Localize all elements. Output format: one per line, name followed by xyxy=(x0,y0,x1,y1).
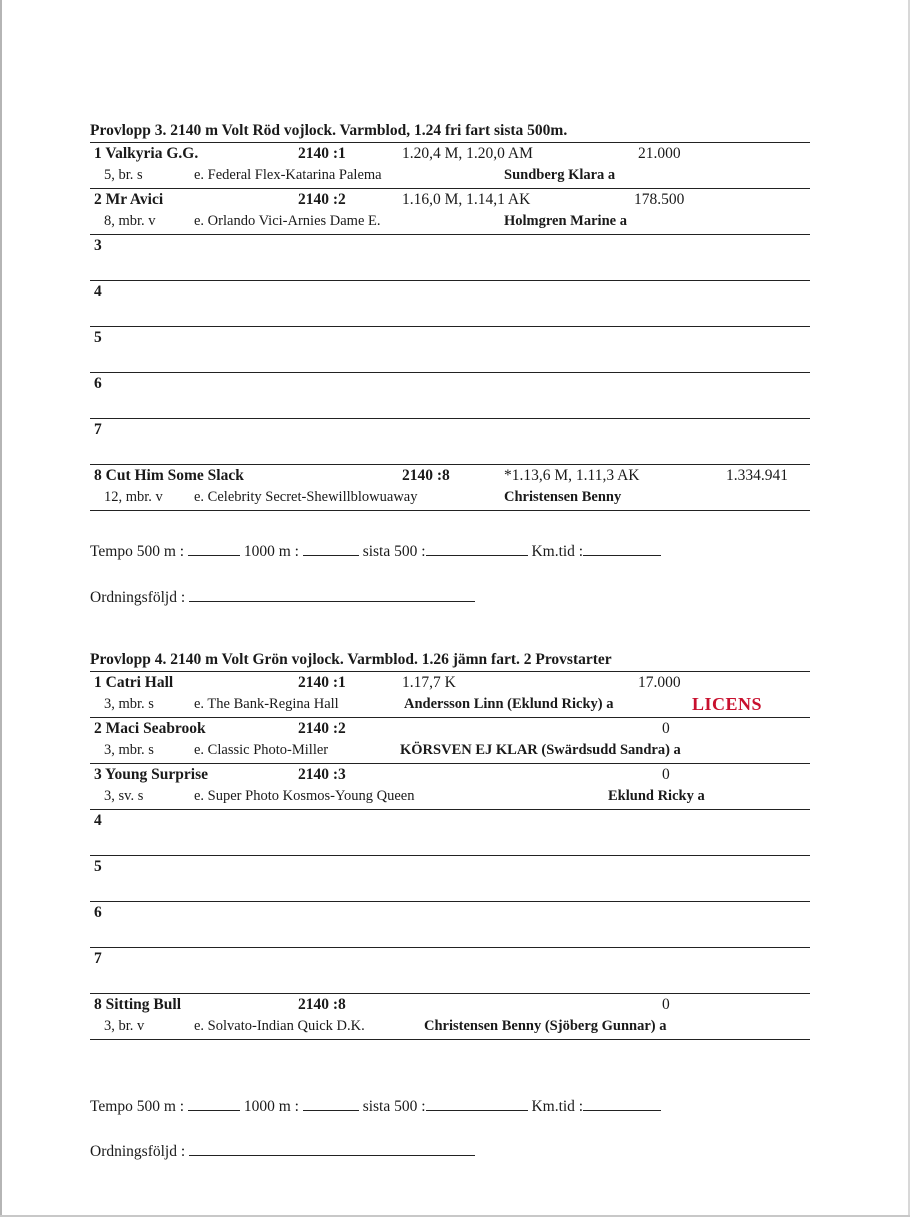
slot-number: 6 xyxy=(94,375,102,392)
tempo-500-label: Tempo 500 m : xyxy=(90,1098,185,1115)
record-times: 1.16,0 M, 1.14,1 AK xyxy=(402,191,531,208)
start-distance: 2140 :8 xyxy=(402,467,450,484)
empty-slot xyxy=(90,235,810,281)
horse-info: 3, br. v xyxy=(104,1018,145,1034)
licens-badge: LICENS xyxy=(692,694,763,714)
prize-money: 21.000 xyxy=(638,145,681,162)
entry-row xyxy=(90,718,810,764)
entry-row xyxy=(90,189,810,235)
horse-info: 3, sv. s xyxy=(104,788,144,804)
horse-name: 8 Sitting Bull xyxy=(94,996,181,1013)
entry-row xyxy=(90,465,810,511)
race-title: Provlopp 3. 2140 m Volt Röd vojlock. Varmblod, 1.24 fri fart sista 500m. xyxy=(90,120,810,143)
tempo-500-field[interactable] xyxy=(188,541,240,556)
sista-500-field[interactable] xyxy=(426,1096,528,1111)
empty-slot xyxy=(90,327,810,373)
empty-slot xyxy=(90,856,810,902)
sista-500-label: sista 500 : xyxy=(362,543,426,560)
driver: Holmgren Marine a xyxy=(504,213,627,229)
start-distance: 2140 :1 xyxy=(298,674,346,691)
order-line xyxy=(90,587,475,607)
slot-number: 7 xyxy=(94,421,102,438)
race-provlopp-4 xyxy=(90,649,810,1040)
km-tid-label: Km.tid : xyxy=(531,1098,584,1115)
order-field[interactable] xyxy=(189,1141,475,1156)
prize-money: 1.334.941 xyxy=(726,467,788,484)
driver: KÖRSVEN EJ KLAR (Swärdsudd Sandra) a xyxy=(400,742,681,758)
horse-info: 5, br. s xyxy=(104,167,143,183)
start-distance: 2140 :2 xyxy=(298,191,346,208)
tempo-1000-label: 1000 m : xyxy=(243,1098,299,1115)
slot-number: 6 xyxy=(94,904,102,921)
entry-row xyxy=(90,143,810,189)
horse-name: 1 Valkyria G.G. xyxy=(94,145,199,162)
pedigree: e. The Bank-Regina Hall xyxy=(194,696,339,712)
record-times: *1.13,6 M, 1.11,3 AK xyxy=(504,467,640,484)
pedigree: e. Super Photo Kosmos-Young Queen xyxy=(194,788,415,804)
order-field[interactable] xyxy=(189,587,475,602)
slot-number: 4 xyxy=(94,812,102,829)
order-label: Ordningsföljd : xyxy=(90,1143,186,1160)
slot-number: 5 xyxy=(94,858,102,875)
horse-name: 8 Cut Him Some Slack xyxy=(94,467,244,484)
tempo-1000-label: 1000 m : xyxy=(243,543,299,560)
driver: Eklund Ricky a xyxy=(608,788,705,804)
race-title: Provlopp 4. 2140 m Volt Grön vojlock. Varmblod. 1.26 jämn fart. 2 Provstarter xyxy=(90,649,810,672)
prize-money: 0 xyxy=(662,766,670,783)
pedigree: e. Classic Photo-Miller xyxy=(194,742,329,758)
horse-info: 12, mbr. v xyxy=(104,489,163,505)
race-provlopp-3 xyxy=(90,120,810,511)
record-times: 1.20,4 M, 1.20,0 AM xyxy=(402,145,533,162)
tempo-1000-field[interactable] xyxy=(303,1096,359,1111)
driver: Andersson Linn (Eklund Ricky) a xyxy=(404,696,614,712)
empty-slot xyxy=(90,281,810,327)
empty-slot xyxy=(90,373,810,419)
empty-slot xyxy=(90,902,810,948)
entry-row xyxy=(90,764,810,810)
horse-name: 2 Mr Avici xyxy=(94,191,164,208)
slot-number: 3 xyxy=(94,237,102,254)
driver: Sundberg Klara a xyxy=(504,167,616,183)
driver: Christensen Benny xyxy=(504,489,622,505)
km-tid-field[interactable] xyxy=(583,1096,661,1111)
entry-row xyxy=(90,672,810,718)
horse-name: 1 Catri Hall xyxy=(94,674,174,691)
horse-info: 8, mbr. v xyxy=(104,213,156,229)
prize-money: 0 xyxy=(662,996,670,1013)
empty-slot xyxy=(90,419,810,465)
prize-money: 178.500 xyxy=(634,191,685,208)
driver: Christensen Benny (Sjöberg Gunnar) a xyxy=(424,1018,667,1034)
tempo-line xyxy=(90,1096,661,1116)
sista-500-field[interactable] xyxy=(426,541,528,556)
slot-number: 4 xyxy=(94,283,102,300)
order-label: Ordningsföljd : xyxy=(90,589,186,606)
pedigree: e. Solvato-Indian Quick D.K. xyxy=(194,1018,365,1034)
record-times: 1.17,7 K xyxy=(402,674,456,691)
slot-number: 5 xyxy=(94,329,102,346)
slot-number: 7 xyxy=(94,950,102,967)
pedigree: e. Celebrity Secret-Shewillblowuaway xyxy=(194,489,418,505)
horse-info: 3, mbr. s xyxy=(104,696,154,712)
start-distance: 2140 :1 xyxy=(298,145,346,162)
page-border-left xyxy=(0,0,2,1217)
pedigree: e. Federal Flex-Katarina Palema xyxy=(194,167,382,183)
prize-money: 17.000 xyxy=(638,674,681,691)
entry-row xyxy=(90,994,810,1040)
empty-slot xyxy=(90,810,810,856)
horse-name: 3 Young Surprise xyxy=(94,766,208,783)
tempo-line xyxy=(90,541,661,561)
tempo-500-field[interactable] xyxy=(188,1096,240,1111)
start-distance: 2140 :2 xyxy=(298,720,346,737)
prize-money: 0 xyxy=(662,720,670,737)
km-tid-label: Km.tid : xyxy=(531,543,584,560)
km-tid-field[interactable] xyxy=(583,541,661,556)
pedigree: e. Orlando Vici-Arnies Dame E. xyxy=(194,213,381,229)
horse-info: 3, mbr. s xyxy=(104,742,154,758)
start-distance: 2140 :8 xyxy=(298,996,346,1013)
order-line xyxy=(90,1141,475,1161)
empty-slot xyxy=(90,948,810,994)
tempo-1000-field[interactable] xyxy=(303,541,359,556)
tempo-500-label: Tempo 500 m : xyxy=(90,543,185,560)
horse-name: 2 Maci Seabrook xyxy=(94,720,206,737)
start-distance: 2140 :3 xyxy=(298,766,346,783)
sista-500-label: sista 500 : xyxy=(362,1098,426,1115)
